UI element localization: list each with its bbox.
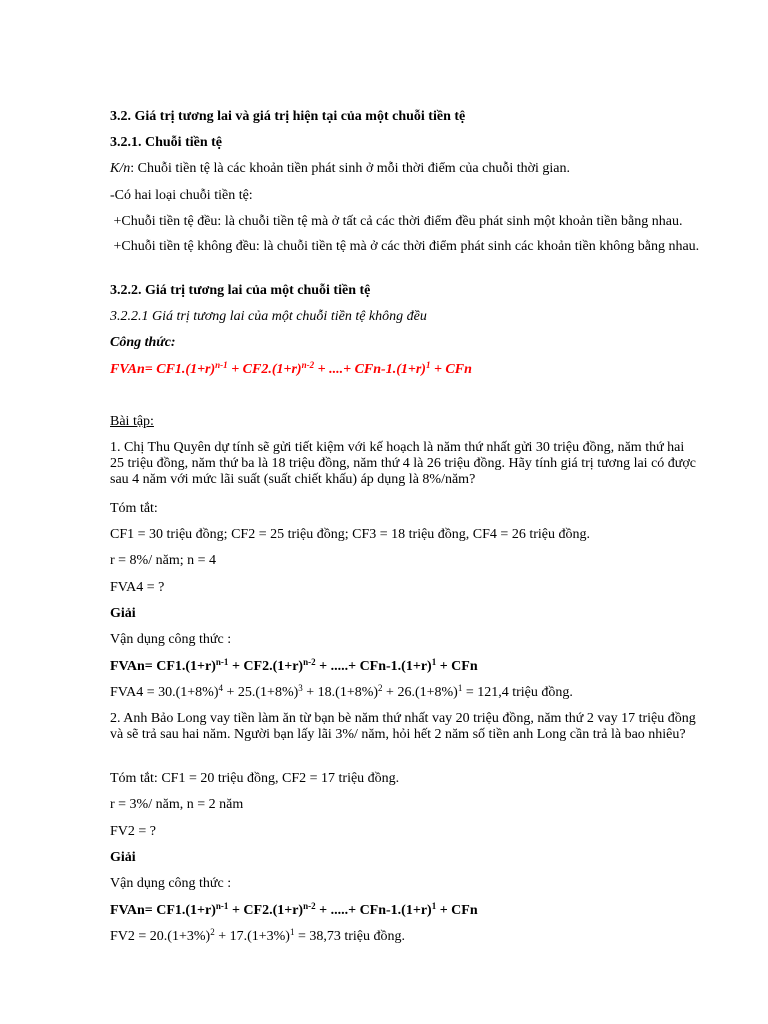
formula-part: + CFn (430, 362, 472, 377)
exercise1-solution-label: Giải (110, 606, 136, 621)
formula-exponent: n-2 (303, 657, 316, 667)
exercise2-calculation (110, 928, 700, 945)
exercise2-summary: Tóm tắt: CF1 = 20 triệu đồng, CF2 = 17 triệu đồng. (110, 771, 400, 786)
formula-part: + CF2.(1+r) (228, 659, 304, 674)
formula-exponent: n-1 (215, 360, 228, 370)
formula-exponent: n-1 (215, 657, 229, 667)
calc-part: FVA4 = 30.(1+8%) (110, 685, 219, 700)
exercise2-problem: 2. Anh Bảo Long vay tiền làm ăn từ bạn bè năm thứ nhất vay 20 triệu đồng, năm thứ 2 vay 17 triệu đồng và sẽ trả sau hai năm. Người bạn lấy lãi 3%/ năm, hỏi hết 2 năm số tiền anh Long cần trả là bao nhiêu? (110, 711, 696, 742)
calc-part: + 26.(1+8%) (382, 685, 458, 700)
formula-part: + CF2.(1+r) (228, 903, 304, 918)
formula-part: + CFn (436, 903, 478, 918)
formula-label: Công thức: (110, 335, 176, 350)
exercise1-problem: 1. Chị Thu Quyên dự tính sẽ gửi tiết kiệm với kế hoạch là năm thứ nhất gửi 30 triệu đồng, năm thứ hai 25 triệu đồng, năm thứ ba là 18 triệu đồng, năm thứ 4 là 26 triệu đồng. Hãy tính giá trị tương lai có được sau 4 năm với mức lãi suất (suất chiết khấu) áp dụng là 8%/năm? (110, 440, 696, 487)
formula-part: + .....+ CFn-1.(1+r) (315, 903, 432, 918)
formula-exponent: 1 (431, 657, 437, 667)
formula-part: FVAn= CF1.(1+r) (110, 903, 216, 918)
calc-exponent: 1 (289, 927, 295, 937)
exercise2-solution-label: Giải (110, 850, 136, 865)
exercise2-unknown: FV2 = ? (110, 824, 157, 839)
type-uneven: +Chuỗi tiền tệ không đều: là chuỗi tiền tệ mà ở các thời điểm phát sinh các khoản tiền không bằng nhau. (110, 239, 700, 254)
exercise2-apply: Vận dụng công thức : (110, 876, 232, 891)
calc-exponent: 1 (457, 683, 463, 693)
formula-exponent: n-2 (301, 360, 315, 370)
formula-part: + .....+ CFn-1.(1+r) (315, 659, 432, 674)
calc-part: + 18.(1+8%) (302, 685, 379, 700)
formula-red (110, 361, 700, 378)
calc-exponent: 2 (378, 683, 383, 693)
exercise1-formula (110, 658, 700, 675)
type-even: +Chuỗi tiền tệ đều: là chuỗi tiền tệ mà ở tất cả các thời điểm đều phát sinh một khoản tiền bằng nhau. (110, 214, 683, 229)
calc-part: + 17.(1+3%) (214, 929, 290, 944)
calc-exponent: 2 (210, 927, 215, 937)
subsection-heading-future-value: 3.2.2. Giá trị tương lai của một chuỗi tiền tệ (110, 283, 371, 298)
formula-part: FVAn= CF1.(1+r) (110, 659, 216, 674)
subsubsection-heading: 3.2.2.1 Giá trị tương lai của một chuỗi tiền tệ không đều (110, 309, 427, 324)
formula-exponent: 1 (425, 360, 431, 370)
formula-part: FVAn= CF1.(1+r) (110, 362, 216, 377)
formula-part: + ....+ CFn-1.(1+r) (314, 362, 426, 377)
exercise2-rate: r = 3%/ năm, n = 2 năm (110, 797, 244, 812)
calc-exponent: 4 (218, 683, 223, 693)
formula-part: + CFn (436, 659, 478, 674)
types-intro: -Có hai loại chuỗi tiền tệ: (110, 188, 253, 203)
definition-label: K/n (110, 161, 131, 176)
exercise1-cash-flows: CF1 = 30 triệu đồng; CF2 = 25 triệu đồng; CF3 = 18 triệu đồng, CF4 = 26 triệu đồng. (110, 527, 590, 542)
formula-part: + CF2.(1+r) (227, 362, 302, 377)
calc-part: + 25.(1+8%) (222, 685, 299, 700)
exercise1-rate: r = 8%/ năm; n = 4 (110, 553, 216, 568)
calc-part: FV2 = 20.(1+3%) (110, 929, 211, 944)
calc-exponent: 3 (298, 683, 303, 693)
calc-part: = 121,4 triệu đồng. (462, 685, 573, 700)
definition-text: : Chuỗi tiền tệ là các khoản tiền phát sinh ở mỗi thời điểm của chuỗi thời gian. (130, 161, 571, 176)
section-heading: 3.2. Giá trị tương lai và giá trị hiện tại của một chuỗi tiền tệ (110, 109, 466, 124)
calc-part: = 38,73 triệu đồng. (294, 929, 406, 944)
exercise1-apply: Vận dụng công thức : (110, 632, 232, 647)
exercise2-formula (110, 902, 700, 919)
exercise1-summary-label: Tóm tắt: (110, 501, 158, 516)
subsection-heading-chain: 3.2.1. Chuỗi tiền tệ (110, 135, 222, 150)
definition-line (110, 160, 700, 177)
formula-exponent: n-1 (215, 901, 229, 911)
exercise1-unknown: FVA4 = ? (110, 580, 165, 595)
exercise1-calculation (110, 684, 700, 701)
exercises-label: Bài tập: (110, 414, 154, 429)
formula-exponent: n-2 (303, 901, 316, 911)
formula-exponent: 1 (431, 901, 437, 911)
